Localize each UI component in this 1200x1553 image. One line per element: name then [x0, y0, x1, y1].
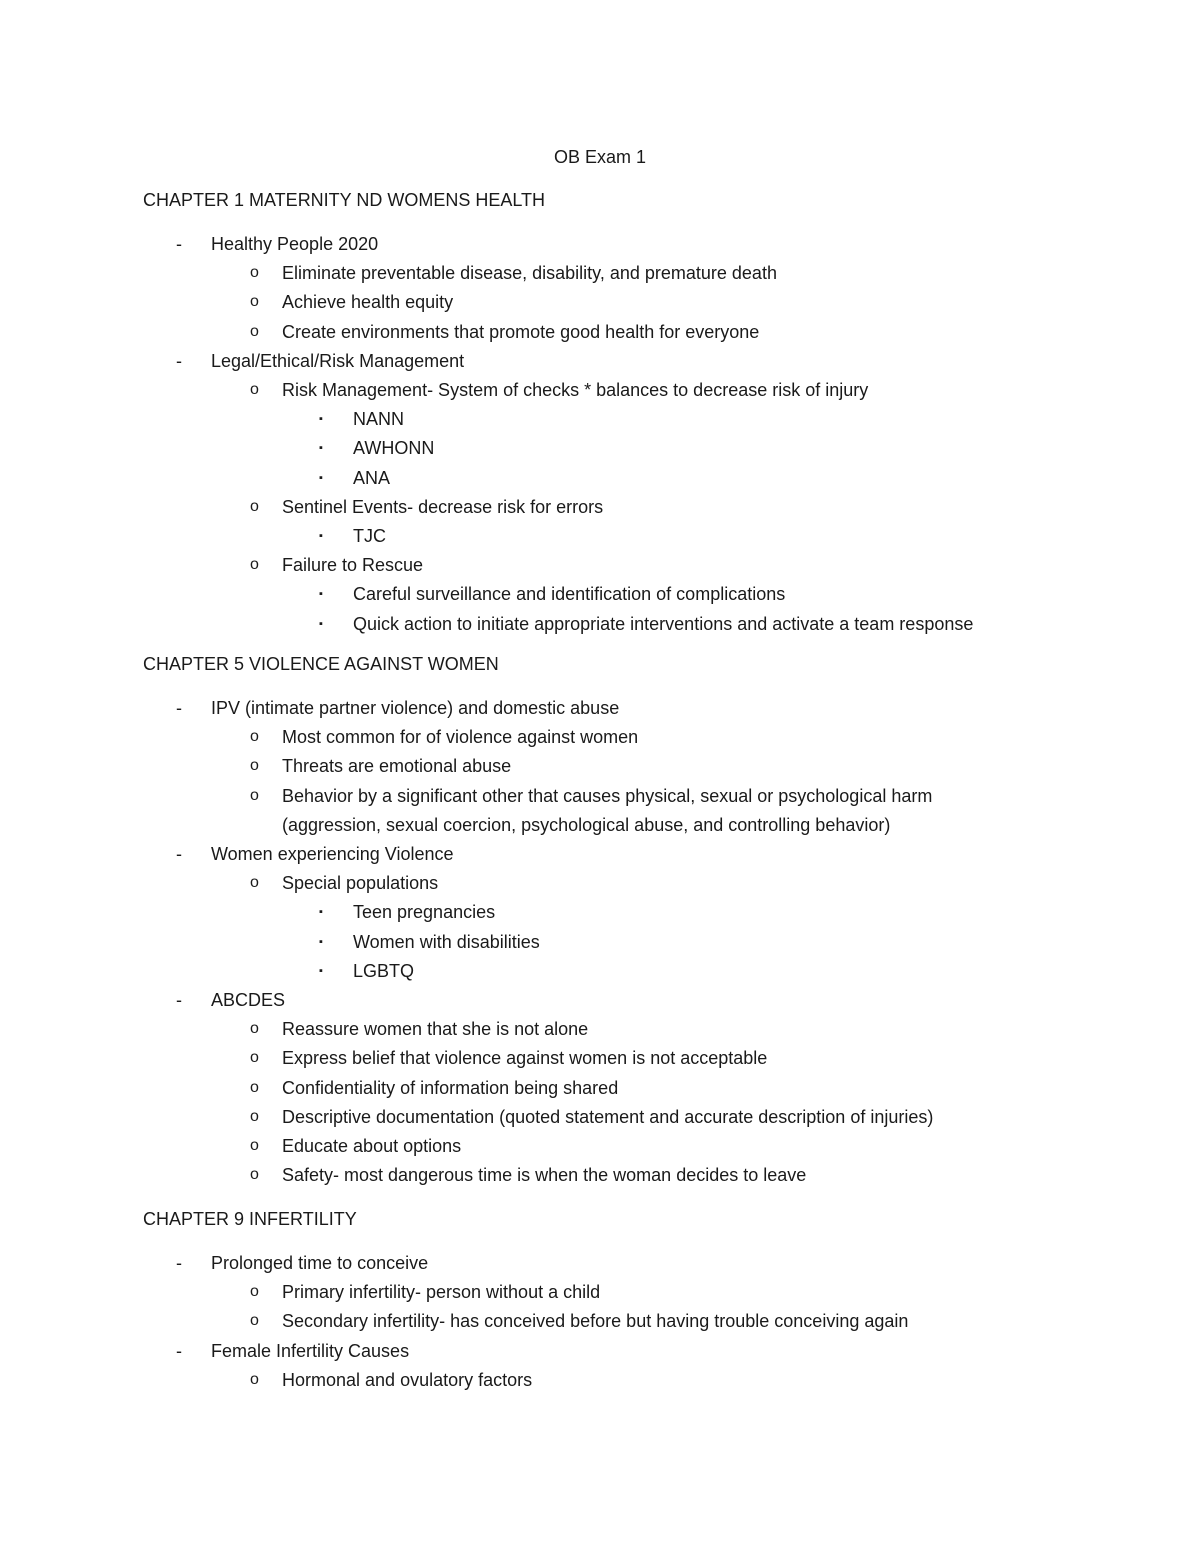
outline-item-level-3: LGBTQ [353, 961, 415, 981]
dash-bullet-icon: - [176, 351, 182, 371]
circle-bullet-icon: o [250, 1079, 259, 1096]
square-bullet-icon: ▪ [319, 442, 323, 454]
outline-item-level-2: Confidentiality of information being shared [282, 1078, 619, 1098]
outline-item-level-2: Safety- most dangerous time is when the woman decides to leave [282, 1165, 807, 1185]
square-bullet-icon: ▪ [319, 618, 323, 630]
outline-item-level-3: Women with disabilities [353, 932, 540, 952]
outline-item-level-1: Healthy People 2020 [211, 234, 379, 254]
outline-item-level-2: Behavior by a significant other that causes physical, sexual or psychological harm [282, 786, 933, 806]
outline-item-level-3: ANA [353, 468, 391, 488]
circle-bullet-icon: o [250, 1371, 259, 1388]
outline-item-level-2: Eliminate preventable disease, disability, and premature death [282, 263, 777, 283]
outline-item-level-2: Most common for of violence against women [282, 727, 639, 747]
square-bullet-icon: ▪ [319, 413, 323, 425]
square-bullet-icon: ▪ [319, 588, 323, 600]
circle-bullet-icon: o [250, 556, 259, 573]
circle-bullet-icon: o [250, 1312, 259, 1329]
outline-item-level-2: Sentinel Events- decrease risk for errors [282, 497, 604, 517]
outline-item-level-3: NANN [353, 409, 405, 429]
outline-item-level-3: AWHONN [353, 438, 435, 458]
dash-bullet-icon: - [176, 844, 182, 864]
outline-item-level-2: Failure to Rescue [282, 555, 424, 575]
dash-bullet-icon: - [176, 698, 182, 718]
outline-item-level-2: Educate about options [282, 1136, 462, 1156]
outline-item-level-3: Teen pregnancies [353, 902, 496, 922]
circle-bullet-icon: o [250, 1166, 259, 1183]
circle-bullet-icon: o [250, 757, 259, 774]
outline-item-level-2: Threats are emotional abuse [282, 756, 512, 776]
circle-bullet-icon: o [250, 787, 259, 804]
outline-item-level-3: Quick action to initiate appropriate interventions and activate a team response [353, 614, 974, 634]
outline-item-level-1: ABCDES [211, 990, 286, 1010]
circle-bullet-icon: o [250, 1108, 259, 1125]
circle-bullet-icon: o [250, 498, 259, 515]
outline-item-level-3: Careful surveillance and identification of complications [353, 584, 786, 604]
outline-item-level-1: Legal/Ethical/Risk Management [211, 351, 465, 371]
outline-item-level-2: Express belief that violence against women is not acceptable [282, 1048, 768, 1068]
circle-bullet-icon: o [250, 381, 259, 398]
circle-bullet-icon: o [250, 323, 259, 340]
outline-item-level-2: Secondary infertility- has conceived before but having trouble conceiving again [282, 1311, 909, 1331]
circle-bullet-icon: o [250, 1049, 259, 1066]
square-bullet-icon: ▪ [319, 472, 323, 484]
circle-bullet-icon: o [250, 1283, 259, 1300]
square-bullet-icon: ▪ [319, 530, 323, 542]
circle-bullet-icon: o [250, 874, 259, 891]
square-bullet-icon: ▪ [319, 965, 323, 977]
section-heading: CHAPTER 1 MATERNITY ND WOMENS HEALTH [143, 190, 546, 210]
outline-item-level-2: Achieve health equity [282, 292, 454, 312]
dash-bullet-icon: - [176, 1341, 182, 1361]
dash-bullet-icon: - [176, 234, 182, 254]
circle-bullet-icon: o [250, 1137, 259, 1154]
outline-item-level-2: Reassure women that she is not alone [282, 1019, 589, 1039]
dash-bullet-icon: - [176, 990, 182, 1010]
outline-item-level-1: Prolonged time to conceive [211, 1253, 429, 1273]
outline-item-level-2: Hormonal and ovulatory factors [282, 1370, 533, 1390]
outline-item-level-3: TJC [353, 526, 386, 546]
document-title: OB Exam 1 [553, 147, 647, 167]
section-heading: CHAPTER 9 INFERTILITY [143, 1209, 357, 1229]
section-heading: CHAPTER 5 VIOLENCE AGAINST WOMEN [143, 654, 499, 674]
square-bullet-icon: ▪ [319, 906, 323, 918]
outline-item-level-2: Primary infertility- person without a child [282, 1282, 601, 1302]
outline-item-level-2: Descriptive documentation (quoted statement and accurate description of injuries) [282, 1107, 934, 1127]
outline-item-level-2: Create environments that promote good health for everyone [282, 322, 760, 342]
outline-item-level-1: IPV (intimate partner violence) and domestic abuse [211, 698, 620, 718]
outline-item-level-1: Female Infertility Causes [211, 1341, 410, 1361]
outline-item-level-2: Special populations [282, 873, 439, 893]
circle-bullet-icon: o [250, 264, 259, 281]
dash-bullet-icon: - [176, 1253, 182, 1273]
outline-item-level-2: Risk Management- System of checks * balances to decrease risk of injury [282, 380, 869, 400]
circle-bullet-icon: o [250, 728, 259, 745]
circle-bullet-icon: o [250, 293, 259, 310]
outline-item-level-2: (aggression, sexual coercion, psychological abuse, and controlling behavior) [282, 815, 891, 835]
circle-bullet-icon: o [250, 1020, 259, 1037]
outline-item-level-1: Women experiencing Violence [211, 844, 454, 864]
square-bullet-icon: ▪ [319, 936, 323, 948]
